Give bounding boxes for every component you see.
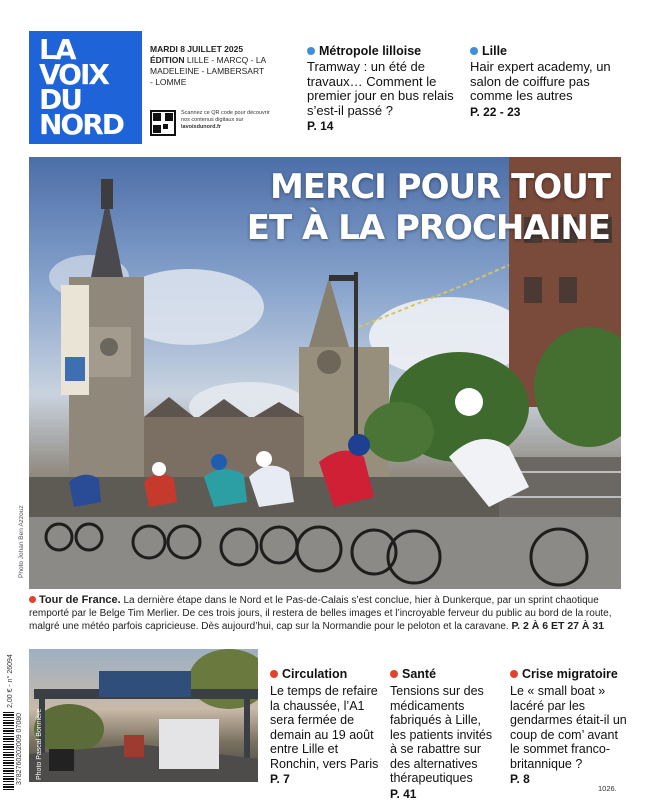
bullet-icon [29, 596, 36, 603]
logo-line-2: VOIX [39, 58, 108, 91]
highway-photo[interactable] [29, 649, 258, 782]
teaser-page: P. 8 [510, 772, 530, 786]
teaser-page: P. 22 - 23 [470, 104, 521, 119]
issue-date: MARDI 8 JUILLET 2025 [150, 44, 244, 54]
headline-line-2: ET À LA PROCHAINE [246, 208, 610, 248]
main-headline[interactable] [150, 167, 610, 249]
qr-code[interactable] [150, 110, 176, 136]
main-caption[interactable] [29, 594, 627, 633]
teaser-metropole[interactable] [307, 44, 457, 133]
bullet-icon [510, 670, 518, 678]
edition-text: LILLE - MARCQ - LA MADELEINE - LAMBERSART - LOMME [150, 55, 266, 87]
teaser-lille[interactable] [470, 44, 620, 119]
highway-illustration [29, 649, 258, 782]
teaser-kicker: Métropole lilloise [307, 44, 457, 58]
teaser-kicker: Crise migratoire [510, 667, 628, 681]
teaser-text: Le « small boat » lacéré par les gendarmes était-il un coup de com’ avant le sommet franco-britannique ? [510, 684, 627, 771]
teaser-text: Tensions sur des médicaments fabriqués à Lille, les patients invités à se rabattre sur des alternatives thérapeutiques [390, 684, 493, 785]
bullet-icon [390, 670, 398, 678]
logo-line-1: LA [39, 33, 75, 66]
issue-code: 1026. [598, 784, 617, 793]
edition-info [150, 44, 268, 88]
barcode-number: 3782760202009 07080 [16, 712, 23, 785]
teaser-text: Le temps de refaire la chaussée, l’A1 sera fermée de demain au 19 août entre Lille et Ronchin, vers Paris [270, 684, 379, 771]
teaser-page: P. 14 [307, 119, 334, 133]
teaser-circulation[interactable] [270, 667, 380, 786]
logo-line-3: DU [39, 83, 81, 116]
teaser-page: P. 7 [270, 772, 290, 786]
photo-credit-2: Photo Pascal Bonnière [36, 708, 43, 780]
bullet-icon [270, 670, 278, 678]
bullet-icon [470, 47, 478, 55]
headline-line-1: MERCI POUR TOUT [269, 167, 610, 207]
teaser-crise-migratoire[interactable] [510, 667, 628, 786]
teaser-text: Tramway : un été de travaux… Comment le premier jour en bus relais s’est-il passé ? [307, 59, 454, 118]
barcode-icon [3, 712, 14, 792]
logo-line-4: NORD [39, 108, 124, 141]
qr-description [181, 110, 271, 131]
teaser-kicker: Circulation [270, 667, 380, 681]
edition-label: ÉDITION [150, 55, 185, 65]
teaser-kicker: Santé [390, 667, 500, 681]
caption-kicker: Tour de France. [39, 594, 121, 606]
teaser-sante[interactable] [390, 667, 500, 801]
qr-site[interactable]: lavoixdunord.fr [181, 124, 222, 130]
teaser-kicker: Lille [470, 44, 620, 58]
newspaper-logo [29, 31, 142, 144]
caption-page: P. 2 À 6 ET 27 À 31 [511, 620, 605, 632]
photo-credit: Photo Johan Ben Azzouz [18, 505, 25, 578]
price-info: 2,00 € - n° 26094 [7, 654, 14, 708]
qr-text: Scannez ce QR code pour découvrir nos contenus digitaux sur [181, 110, 270, 123]
caption-text: La dernière étape dans le Nord et le Pas-de-Calais s’est conclue, hier à Dunkerque, par un sprint chaotique remporté par le Belge Tim Merlier. De ces trois jours, il restera de belles images et l’incroyable ferveur du public au bord de la route, malgré une météo parfois capricieuse. Dès aujourd’hui, cap sur la Normandie pour le peloton et la caravane. [29, 595, 612, 632]
teaser-page: P. 41 [390, 786, 417, 801]
bullet-icon [307, 47, 315, 55]
teaser-text: Hair expert academy, un salon de coiffure pas comme les autres [470, 59, 611, 103]
